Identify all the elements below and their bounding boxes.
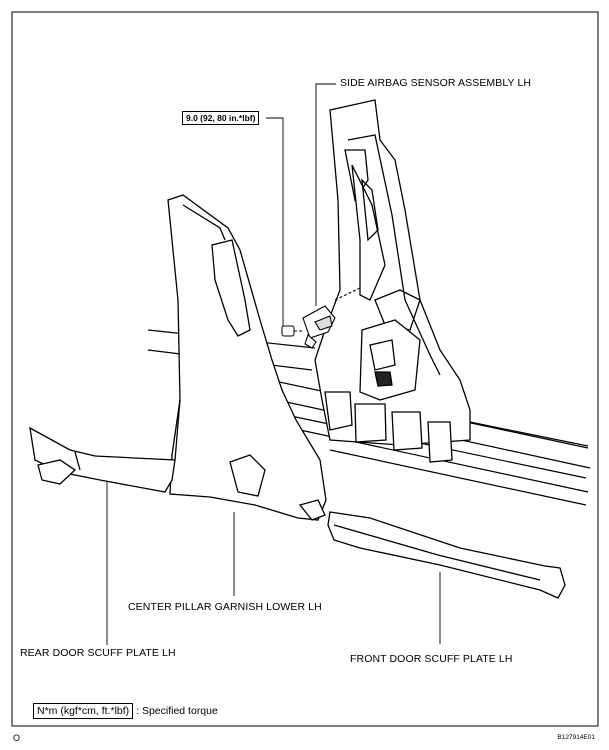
legend-units-box: N*m (kgf*cm, ft.*lbf) bbox=[33, 703, 133, 719]
center-pillar-panel bbox=[315, 100, 470, 462]
label-front-door-scuff-plate: FRONT DOOR SCUFF PLATE LH bbox=[350, 653, 513, 665]
bolt bbox=[282, 326, 304, 336]
label-rear-door-scuff-plate: REAR DOOR SCUFF PLATE LH bbox=[20, 647, 176, 659]
front-door-scuff-plate bbox=[328, 512, 565, 598]
figure-code: B127914E01 bbox=[557, 734, 595, 741]
center-pillar-garnish bbox=[168, 195, 326, 520]
corner-mark: O bbox=[13, 733, 21, 743]
torque-spec-box: 9.0 (92, 80 in.*lbf) bbox=[182, 111, 259, 125]
label-side-airbag-sensor: SIDE AIRBAG SENSOR ASSEMBLY LH bbox=[340, 77, 532, 89]
legend-meaning: : Specified torque bbox=[136, 705, 218, 717]
torque-legend bbox=[33, 703, 218, 719]
label-center-pillar-garnish: CENTER PILLAR GARNISH LOWER LH bbox=[128, 601, 322, 613]
rear-door-scuff-plate bbox=[30, 428, 175, 492]
